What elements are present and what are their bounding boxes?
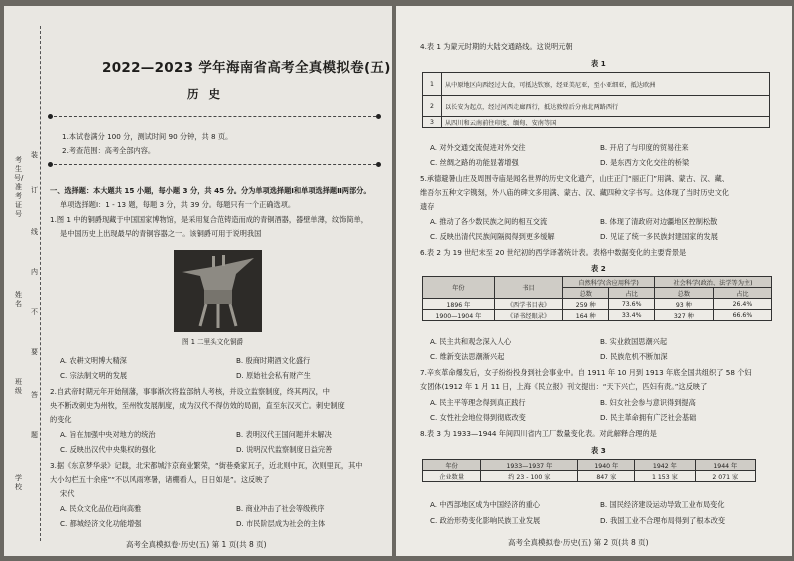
table-cell: 企业数量	[423, 471, 481, 482]
margin-label-name: 姓名	[15, 291, 22, 308]
table-header: 总数	[563, 288, 609, 299]
binding-char: 装	[31, 151, 38, 159]
table-cell: 93 种	[654, 299, 713, 310]
option-c[interactable]: C. 都城经济文化功能增强	[60, 519, 142, 528]
table-cell: 3	[423, 117, 442, 128]
question-text: 5.承德避暑山庄及周围寺庙是闻名世界的历史文化遗产，山庄正门“丽正门”用满、蒙古、汉、藏、	[420, 174, 729, 183]
table-header: 1940 年	[578, 460, 635, 471]
option-a[interactable]: A. 民主平等理念得到真正践行	[430, 398, 526, 407]
rule-dot	[48, 114, 53, 119]
question-text: 宋代	[60, 489, 75, 498]
question-text: 7.辛亥革命爆发后，女子纷纷投身到社会事业中。自 1911 年 10 月到 1913 年底全国共组织了 58 个妇	[420, 368, 752, 377]
option-a[interactable]: A. 农耕文明博大精深	[60, 356, 127, 365]
rule-dot	[48, 162, 53, 167]
option-a[interactable]: A. 民主共和观念深入人心	[430, 337, 512, 346]
table-cell: 327 种	[654, 310, 713, 321]
option-a[interactable]: A. 推动了各少数民族之间的相互交流	[430, 217, 548, 226]
question-text: 是中国历史上出现最早的青铜容器之一。该铜爵可用于说明我国	[60, 229, 262, 238]
notice-line: 2.考查范围：高考全部内容。	[62, 146, 156, 155]
table-row	[423, 299, 772, 310]
table-row	[423, 117, 770, 128]
table-cell: 约 23 - 100 家	[481, 471, 578, 482]
table-title: 表 2	[591, 264, 606, 273]
question-text: 央不断改刺史为州牧，至州牧发展制度，成为汉代不得仿效的局面，直至东汉灭亡。刺史制度	[50, 401, 345, 410]
option-d[interactable]: D. 民族危机不断加深	[600, 352, 668, 361]
question-text: 2.自武帝时期元年开始削藩，事事渐次将监部纳人考核，并设立监察制度，终其两汉，中	[50, 387, 330, 396]
option-d[interactable]: D. 是东西方文化交往的桥梁	[600, 158, 690, 167]
table-cell: 164 种	[563, 310, 609, 321]
question-text: 维吾尔五种文字镌刻，外八庙的碑文多用满、蒙古、汉、藏四种文字书写。这体现了当时历史文化	[420, 188, 730, 197]
question-text: 8.表 3 为 1933—1944 年间四川省内工厂数量变化表。对此解释合理的是	[420, 429, 657, 438]
exam-page-1	[4, 6, 392, 556]
table-cell: 1 153 家	[635, 471, 695, 482]
option-d[interactable]: D. 说明汉代监察制度日益完善	[236, 445, 333, 454]
option-c[interactable]: C. 女性社会地位得到彻底改变	[430, 413, 526, 422]
table-row	[423, 96, 770, 117]
table-cell: 《西学书目表》	[494, 299, 562, 310]
exam-subject: 历 史	[187, 87, 224, 101]
option-b[interactable]: B. 国民经济建设运动导致工业布局变化	[600, 500, 725, 509]
binding-char: 内	[31, 268, 38, 276]
table-header: 书目	[494, 277, 562, 299]
option-c[interactable]: C. 反映出汉代中央集权的强化	[60, 445, 156, 454]
table-title: 表 3	[591, 446, 606, 455]
rule-dot	[376, 162, 381, 167]
table-cell: 以长安为起点，经过河西走廊西行，抵达敦煌后分南北两路西行	[442, 96, 770, 117]
table-row	[423, 277, 772, 288]
binding-char: 题	[31, 431, 38, 439]
binding-line	[40, 26, 41, 541]
option-a[interactable]: A. 民众文化品位趋向高雅	[60, 504, 142, 513]
section-subheading: 单项选择题Ⅰ：1 - 13 题，每题 3 分，共 39 分。每题只有一个正确选项。	[60, 200, 296, 209]
option-a[interactable]: A. 旨在加强中央对地方的统治	[60, 430, 156, 439]
option-c[interactable]: C. 政治形势变化影响民族工业发展	[430, 516, 541, 525]
option-d[interactable]: D. 我国工业不合理布局得到了根本改变	[600, 516, 726, 525]
table-cell: 从中原地区向西经过大食，可抵达钦察，经亚美尼亚，至小亚细亚，抵达欧洲	[442, 73, 770, 96]
table-cell: 33.4%	[609, 310, 655, 321]
route-table	[422, 72, 770, 128]
exam-title: 2022—2023 学年海南省高考全真模拟卷(五)	[102, 60, 391, 76]
option-b[interactable]: B. 商业冲击了社会等级秩序	[236, 504, 325, 513]
table-cell: 2 071 家	[695, 471, 755, 482]
option-b[interactable]: B. 实业救国思潮兴起	[600, 337, 668, 346]
table-cell: 1896 年	[423, 299, 495, 310]
figure-caption: 图 1 二里头文化铜爵	[182, 338, 244, 346]
option-a[interactable]: A. 对外交通交流促进对外交往	[430, 143, 526, 152]
table-cell: 1900—1904 年	[423, 310, 495, 321]
table-cell: 73.6%	[609, 299, 655, 310]
page-footer: 高考全真模拟卷·历史(五) 第 2 页(共 8 页)	[508, 538, 649, 547]
binding-char: 线	[31, 228, 38, 236]
section-heading: 一、选择题：本大题共 15 小题，每小题 3 分，共 45 分。分为单项选择题Ⅰ和单项选择题Ⅱ两部分。	[50, 186, 371, 195]
notice-line: 1.本试卷满分 100 分，测试时间 90 分钟，共 8 页。	[62, 132, 233, 141]
table-header: 1944 年	[695, 460, 755, 471]
option-b[interactable]: B. 殷商时期酒文化盛行	[236, 356, 311, 365]
option-d[interactable]: D. 市民阶层成为社会的主体	[236, 519, 326, 528]
bronze-jue-photo	[174, 250, 262, 332]
option-b[interactable]: B. 体现了清政府对边疆地区控制松散	[600, 217, 718, 226]
table-cell: 从四川和云南前往印度、缅甸、安南等国	[442, 117, 770, 128]
rule-dot	[376, 114, 381, 119]
question-text: 大小勾栏五十余座”“不以风雨寒暑，诸棚看人，日日如是”。这反映了	[50, 475, 270, 484]
table-row	[423, 460, 756, 471]
table-header: 1942 年	[635, 460, 695, 471]
table-header: 年份	[423, 277, 495, 299]
binding-char: 不	[31, 308, 38, 316]
table-header: 占比	[609, 288, 655, 299]
notice-rule-bottom	[54, 164, 376, 165]
option-c[interactable]: C. 维新变法思潮渐兴起	[430, 352, 505, 361]
margin-label-school: 学校	[15, 474, 22, 491]
margin-label-examinee-id: 考生号/准考证号	[14, 156, 24, 218]
option-c[interactable]: C. 宗法制文明的发展	[60, 371, 128, 380]
table-cell: 2	[423, 96, 442, 117]
binding-char: 答	[31, 391, 38, 399]
question-text: 3.据《东京梦华录》记载，北宋都城汴京商业繁荣，“街巷桑家瓦子，近北则中瓦，次则里瓦，其中	[50, 461, 363, 470]
option-b[interactable]: B. 开启了与印度的贸易往来	[600, 143, 689, 152]
question-text: 6.表 2 为 19 世纪末至 20 世纪初的西学译著统计表。表格中数据变化的主要背景是	[420, 248, 687, 257]
table-cell: 259 种	[563, 299, 609, 310]
table-cell: 26.4%	[713, 299, 771, 310]
table-header: 社会科学(政治、法学等为主)	[654, 277, 771, 288]
table-header: 自然科学(含应用科学)	[563, 277, 655, 288]
table-cell: 66.6%	[713, 310, 771, 321]
table-row	[423, 471, 756, 482]
table-header: 年份	[423, 460, 481, 471]
binding-char: 订	[31, 186, 38, 194]
bronze-vessel-icon	[174, 250, 262, 332]
table-cell: 《译书经眼录》	[494, 310, 562, 321]
table-row	[423, 310, 772, 321]
option-c[interactable]: C. 丝绸之路的功能显著增强	[430, 158, 519, 167]
table-header: 1933—1937 年	[481, 460, 578, 471]
question-text: 遗存	[420, 202, 435, 211]
option-d[interactable]: D. 民主革命拥有广泛社会基础	[600, 413, 697, 422]
question-text: 的变化	[50, 415, 72, 424]
option-b[interactable]: B. 表明汉代王国问题并未解决	[236, 430, 332, 439]
exam-page-2	[396, 6, 792, 556]
margin-label-class: 班级	[15, 378, 22, 395]
table-header: 总数	[654, 288, 713, 299]
question-text: 4.表 1 为蒙元时期的大陆交通路线。这说明元朝	[420, 42, 573, 51]
factory-table	[422, 459, 756, 482]
option-b[interactable]: B. 妇女社会参与意识得到提高	[600, 398, 696, 407]
translation-table	[422, 276, 772, 321]
table-title: 表 1	[591, 59, 606, 68]
option-d[interactable]: D. 原始社会私有财产生	[236, 371, 311, 380]
option-c[interactable]: C. 反映出清代民族间隔阂得到更多缓解	[430, 232, 555, 241]
notice-rule-top	[54, 116, 376, 117]
option-d[interactable]: D. 见证了统一多民族封建国家的发展	[600, 232, 718, 241]
table-cell: 1	[423, 73, 442, 96]
table-header: 占比	[713, 288, 771, 299]
table-row	[423, 73, 770, 96]
question-text: 女团体(1912 年 1 月 11 日，上海《民立报》刊文提出：“天下兴亡，匹妇有责。”这反映了	[420, 382, 708, 391]
table-cell: 847 家	[578, 471, 635, 482]
binding-char: 要	[31, 348, 38, 356]
option-a[interactable]: A. 中西部地区成为中国经济的重心	[430, 500, 540, 509]
page-footer: 高考全真模拟卷·历史(五) 第 1 页(共 8 页)	[126, 540, 267, 549]
question-text: 1.图 1 中的铜爵现藏于中国国家博物馆，是采用复合范铸造而成的青铜酒器，器壁单薄，纹饰简单，	[50, 215, 368, 224]
